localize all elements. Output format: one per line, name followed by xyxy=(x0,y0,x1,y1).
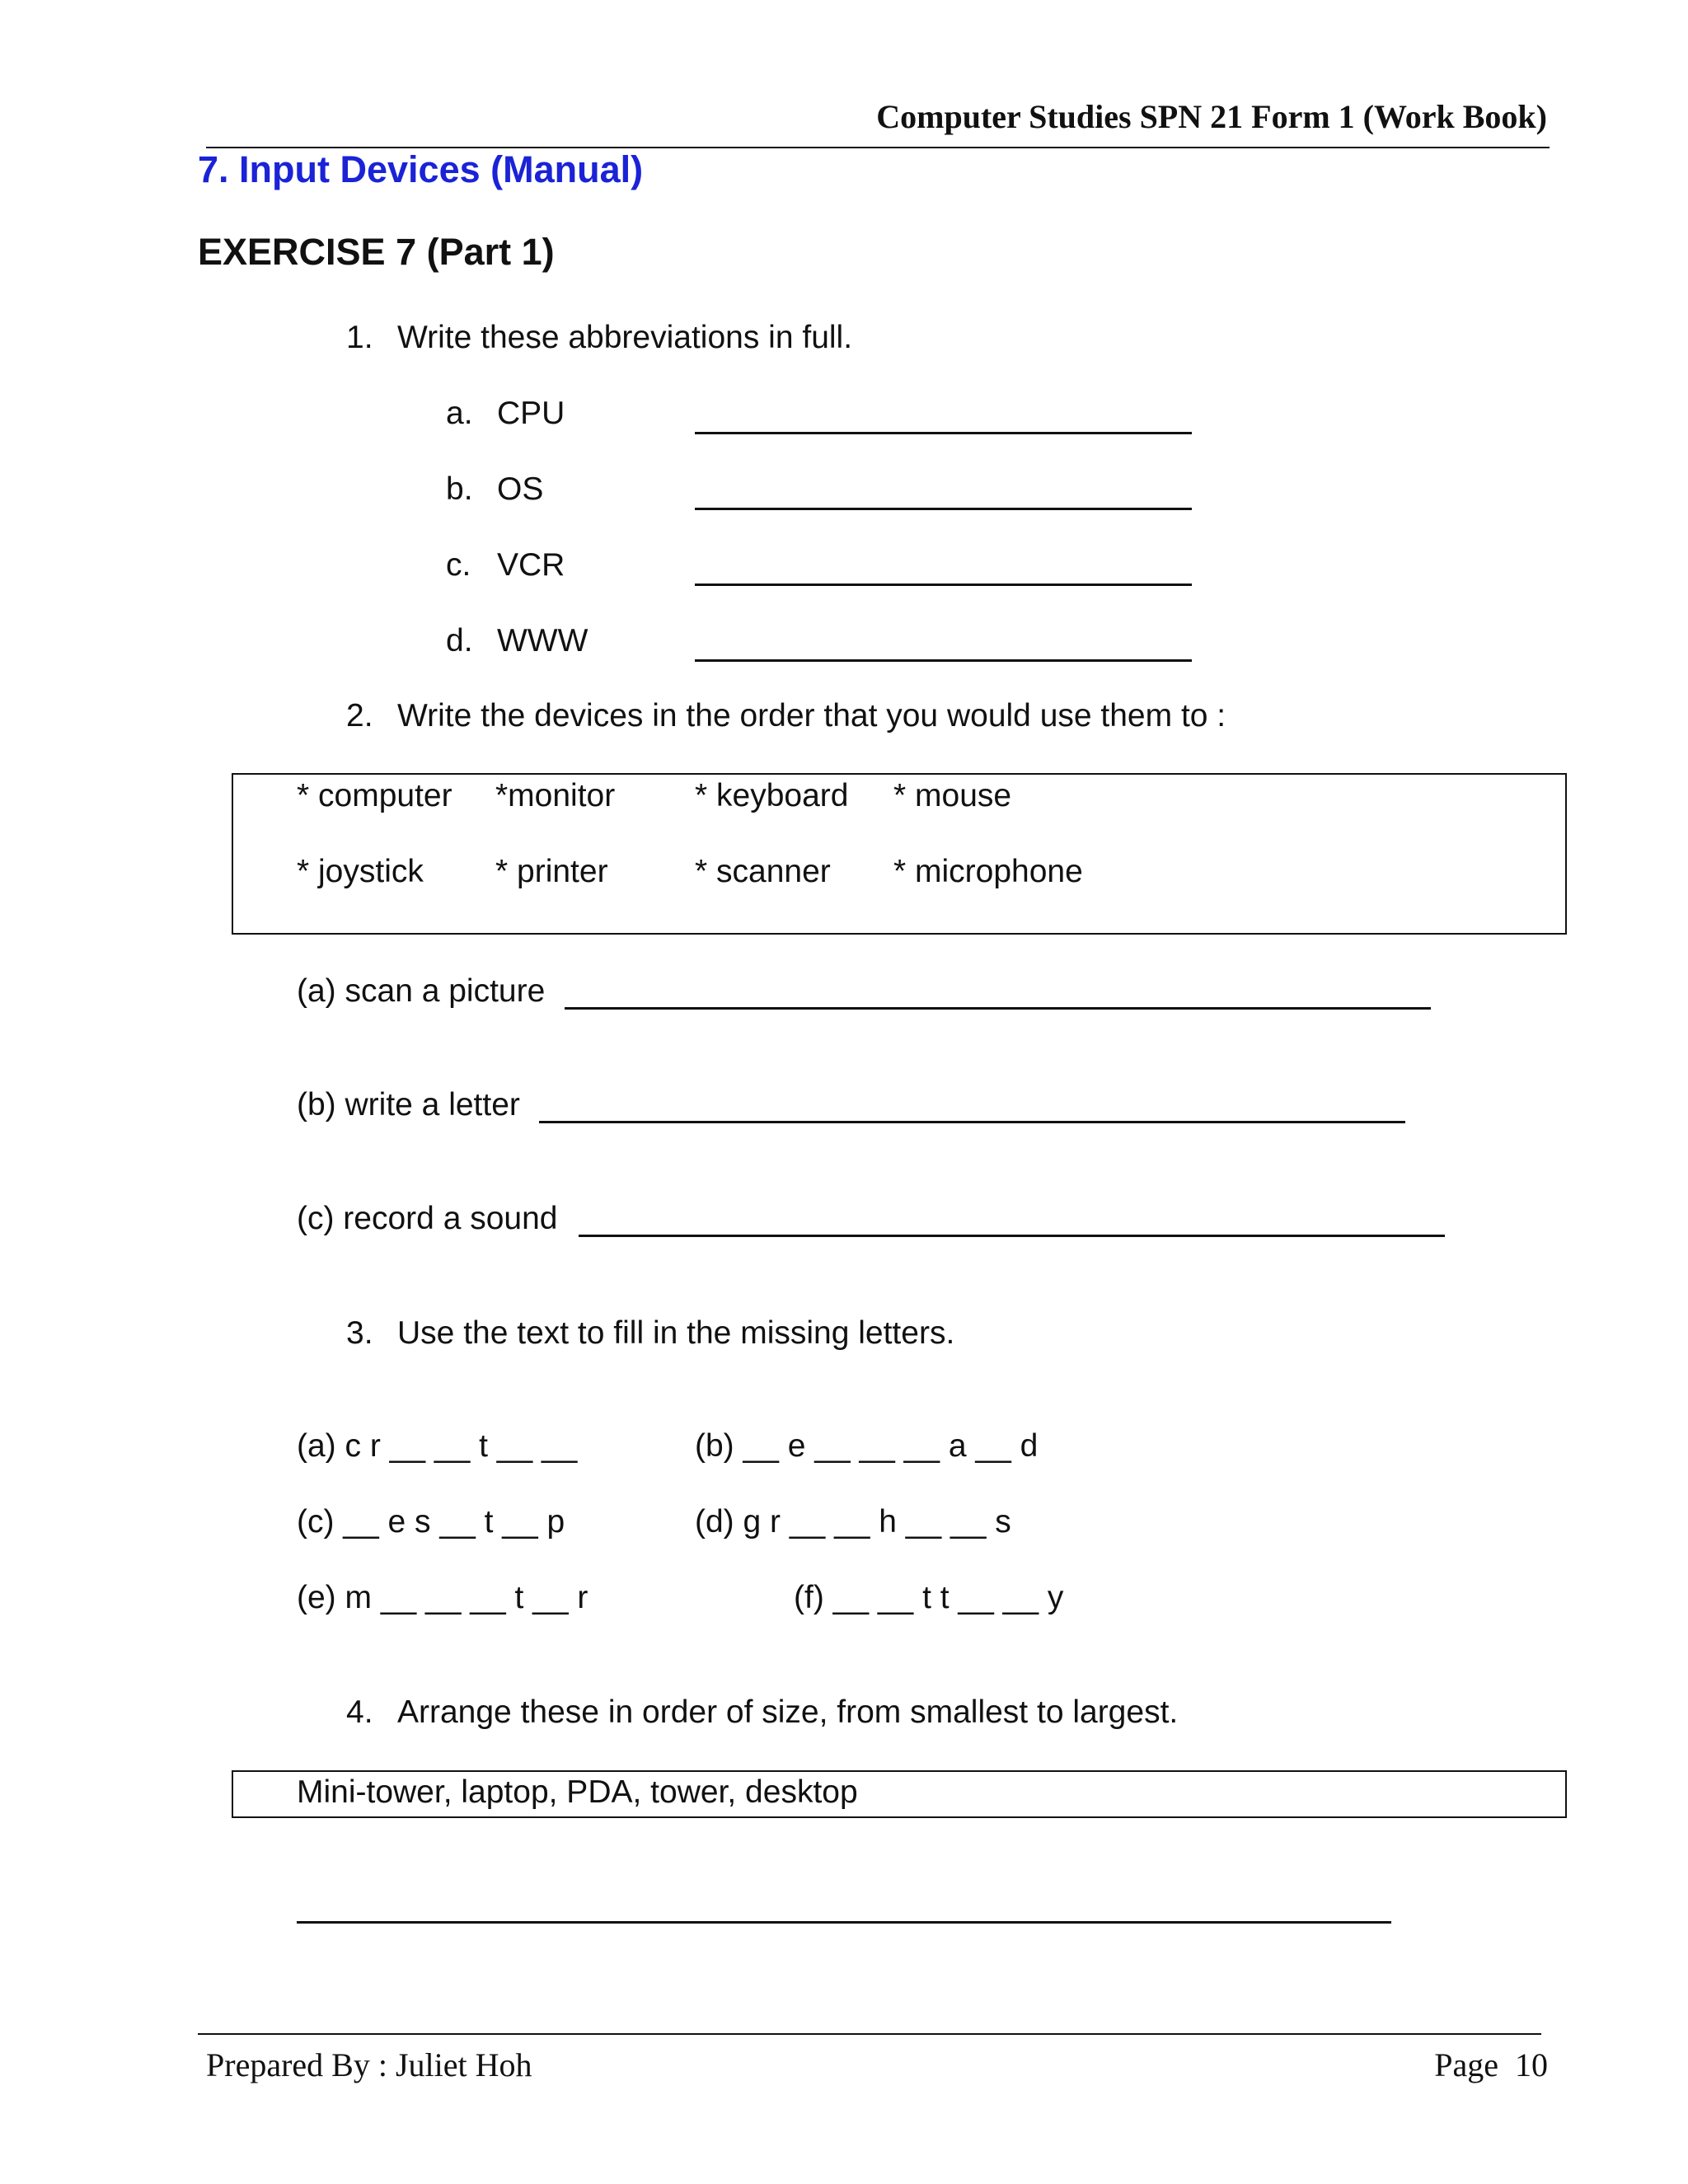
device-item: * joystick xyxy=(297,854,424,889)
q1-answer-line[interactable] xyxy=(695,659,1192,662)
q1-answer-line[interactable] xyxy=(695,432,1192,434)
q2-answer-line[interactable] xyxy=(579,1235,1445,1237)
q2-answer-line[interactable] xyxy=(565,1007,1431,1010)
device-item: * scanner xyxy=(695,854,831,889)
q1-item-abbr: WWW xyxy=(497,623,588,658)
workbook-header-title: Computer Studies SPN 21 Form 1 (Work Book) xyxy=(876,98,1547,135)
q2-number: 2. xyxy=(346,698,373,733)
q1-item-abbr: OS xyxy=(497,471,544,507)
q2-answer-line[interactable] xyxy=(539,1121,1405,1123)
q3-word-puzzle: (b) __ e __ __ __ a __ d xyxy=(695,1428,1039,1464)
device-item: * printer xyxy=(495,854,608,889)
q2-task-label: (a) scan a picture xyxy=(297,973,546,1009)
q4-number: 4. xyxy=(346,1694,373,1730)
device-item: * mouse xyxy=(893,778,1012,813)
q2-task-label: (b) write a letter xyxy=(297,1087,520,1122)
size-list-items: Mini-tower, laptop, PDA, tower, desktop xyxy=(297,1774,858,1810)
q3-word-puzzle: (d) g r __ __ h __ __ s xyxy=(695,1504,1011,1540)
q3-text: Use the text to fill in the missing letters. xyxy=(397,1315,955,1351)
q4-answer-line[interactable] xyxy=(297,1921,1391,1924)
device-item: *monitor xyxy=(495,778,616,813)
q3-number: 3. xyxy=(346,1315,373,1351)
q1-number: 1. xyxy=(346,320,373,355)
q2-text: Write the devices in the order that you would use them to : xyxy=(397,698,1226,733)
q1-answer-line[interactable] xyxy=(695,508,1192,510)
q3-word-puzzle: (f) __ __ t t __ __ y xyxy=(794,1580,1064,1615)
q4-text: Arrange these in order of size, from smallest to largest. xyxy=(397,1694,1179,1730)
page-number: Page 10 xyxy=(1434,2046,1548,2083)
q1-item-letter: b. xyxy=(446,471,473,507)
q3-word-puzzle: (a) c r __ __ t __ __ xyxy=(297,1428,578,1464)
q3-word-puzzle: (c) __ e s __ t __ p xyxy=(297,1504,565,1540)
q1-item-abbr: CPU xyxy=(497,396,565,431)
q1-item-letter: a. xyxy=(446,396,473,431)
device-item: * computer xyxy=(297,778,452,813)
prepared-by: Prepared By : Juliet Hoh xyxy=(206,2046,532,2083)
q2-task-label: (c) record a sound xyxy=(297,1201,558,1236)
q1-item-letter: d. xyxy=(446,623,473,658)
device-item: * keyboard xyxy=(695,778,849,813)
q1-text: Write these abbreviations in full. xyxy=(397,320,853,355)
q1-item-abbr: VCR xyxy=(497,547,565,583)
section-title: 7. Input Devices (Manual) xyxy=(198,148,644,190)
q3-word-puzzle: (e) m __ __ __ t __ r xyxy=(297,1580,588,1615)
q1-answer-line[interactable] xyxy=(695,583,1192,586)
exercise-title: EXERCISE 7 (Part 1) xyxy=(198,231,555,273)
device-item: * microphone xyxy=(893,854,1083,889)
footer-divider xyxy=(198,2033,1541,2035)
q1-item-letter: c. xyxy=(446,547,471,583)
